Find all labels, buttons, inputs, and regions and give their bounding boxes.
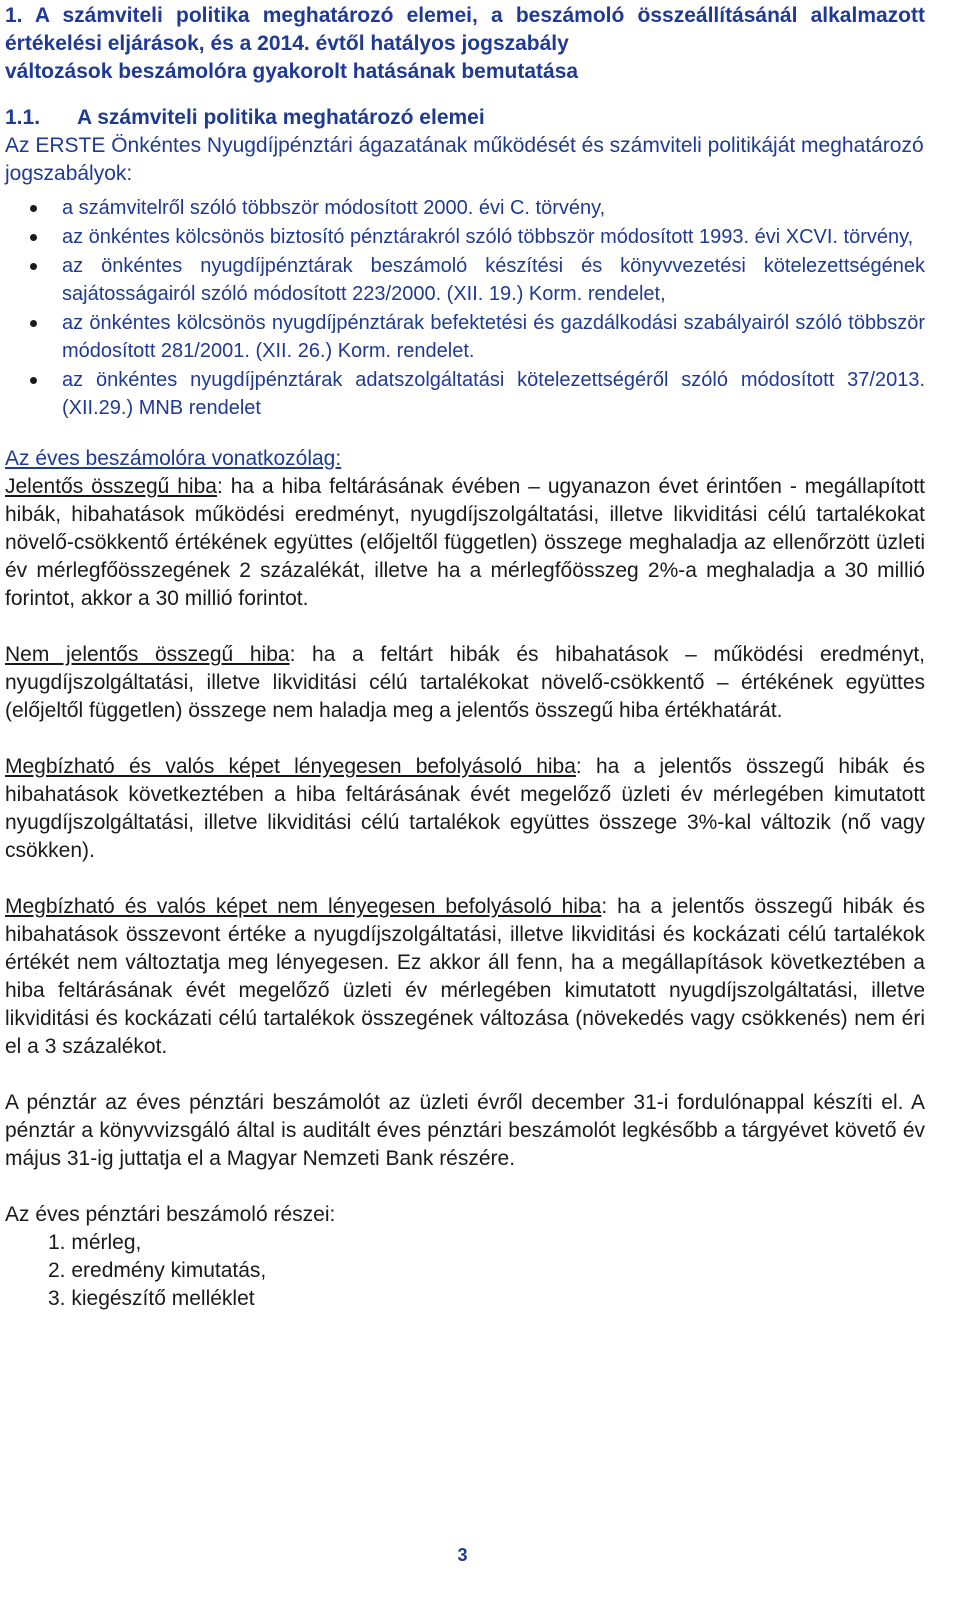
significant-error-paragraph: Jelentős összegű hiba: ha a hiba feltárásának évében – ugyanazon évet érintően - megállapított hibák, hibahatások működési eredményt, nyugdíjszolgáltatási, illetve likviditási célú tartalékokat növelő-csökkentő értékének együttes (előjeltől független) összege meghaladja az ellenőrzött üzleti év mérlegfőösszegének 2 százalékát, illetve ha a mérlegfőösszeg 2%-a meghaladja a 30 millió forintot, akkor a 30 millió forintot. — [5, 475, 925, 610]
subsection-title: A számviteli politika meghatározó elemei — [77, 106, 485, 129]
list-item — [5, 366, 925, 422]
bullet-icon — [30, 234, 37, 241]
list-item-text: az önkéntes nyugdíjpénztárak beszámoló készítési és könyvvezetési kötelezettségének sajátosságairól szóló módosított 223/2000. (XII. 19.) Korm. rendelet, — [62, 255, 925, 305]
annual-report-subtitle: Az éves beszámolóra vonatkozólag: — [5, 447, 342, 470]
report-parts-list — [5, 1229, 925, 1313]
subsection-heading — [5, 104, 925, 132]
bullet-icon — [30, 263, 37, 270]
list-item — [5, 194, 925, 222]
report-parts-title: Az éves pénztári beszámoló részei: — [5, 1203, 336, 1226]
term: Megbízható és valós képet nem lényegesen befolyásoló hiba — [5, 895, 602, 918]
bullet-icon — [30, 377, 37, 384]
document-page — [5, 0, 925, 1313]
material-error-paragraph: Megbízható és valós képet lényegesen befolyásoló hiba: ha a jelentős összegű hibák és hibahatások következtében a hiba feltárásának évét megelőző üzleti év mérlegében kimutatott nyugdíjszolgáltatási, illetve likviditási célú tartalékok együttes összege 3%-kal változik (nő vagy csökken). — [5, 755, 925, 862]
list-item-text: az önkéntes nyugdíjpénztárak adatszolgáltatási kötelezettségéről szóló módosított 37/2013. (XII.29.) MNB rendelet — [62, 369, 925, 419]
regulations-list — [5, 194, 925, 422]
bullet-icon — [30, 205, 37, 212]
list-item-text: az önkéntes kölcsönös biztosító pénztárakról szóló többször módosított 1993. évi XCVI. törvény, — [62, 226, 914, 248]
non-material-error-paragraph: Megbízható és valós képet nem lényegesen befolyásoló hiba: ha a jelentős összegű hibák és hibahatások összevont értéke a nyugdíjszolgáltatási, illetve likviditási és kockázati célú tartalékok értékét nem változtatja meg lényegesen. Ez akkor áll fenn, ha a megállapítások következtében a hiba feltárásának évét megelőző üzleti év mérlegében kimutatott nyugdíjszolgáltatási, illetve likviditási és kockázati célú tartalékok összegének változása (növekedés vagy csökkenés) nem éri el a 3 százalékot. — [5, 895, 925, 1058]
list-item: 2. eredmény kimutatás, — [48, 1259, 267, 1282]
term: Jelentős összegű hiba — [5, 475, 217, 498]
list-item-text: az önkéntes kölcsönös nyugdíjpénztárak befektetési és gazdálkodási szabályairól szóló többször módosított 281/2001. (XII. 26.) Korm. rendelet. — [62, 312, 925, 362]
section-heading-line2: változások beszámolóra gyakorolt hatásának bemutatása — [5, 60, 579, 83]
term: Nem jelentős összegű hiba — [5, 643, 290, 666]
insignificant-error-paragraph: Nem jelentős összegű hiba: ha a feltárt hibák és hibahatások – működési eredményt, nyugdíjszolgáltatási, illetve likviditási célú tartalékokat növelő-csökkentő – értékének együttes (előjeltől független) összege nem haladja meg a jelentős összegű hiba értékhatárát. — [5, 643, 925, 722]
section-heading-line1: 1. A számviteli politika meghatározó elemei, a beszámoló összeállításánál alkalmazott értékelési eljárások, és a 2014. évtől hatályos jogszabály — [5, 4, 925, 55]
list-item — [5, 252, 925, 308]
page-number: 3 — [457, 1545, 468, 1565]
list-item-text: a számvitelről szóló többször módosított 2000. évi C. törvény, — [62, 197, 606, 219]
list-item: 1. mérleg, — [48, 1231, 142, 1254]
list-item — [5, 309, 925, 365]
subsection-number: 1.1. — [5, 106, 41, 129]
list-item — [5, 223, 925, 251]
list-item: 3. kiegészítő melléklet — [48, 1287, 255, 1310]
bullet-icon — [30, 320, 37, 327]
regulations-intro: Az ERSTE Önkéntes Nyugdíjpénztári ágazatának működését és számviteli politikáját meghatározó jogszabályok: — [5, 134, 924, 185]
term: Megbízható és valós képet lényegesen befolyásoló hiba — [5, 755, 576, 778]
report-deadline-paragraph: A pénztár az éves pénztári beszámolót az üzleti évről december 31-i fordulónappal készíti el. A pénztár a könyvvizsgáló által is auditált éves pénztári beszámolót legkésőbb a tárgyévet követő év május 31-ig juttatja el a Magyar Nemzeti Bank részére. — [5, 1091, 925, 1170]
section-heading — [5, 2, 925, 86]
